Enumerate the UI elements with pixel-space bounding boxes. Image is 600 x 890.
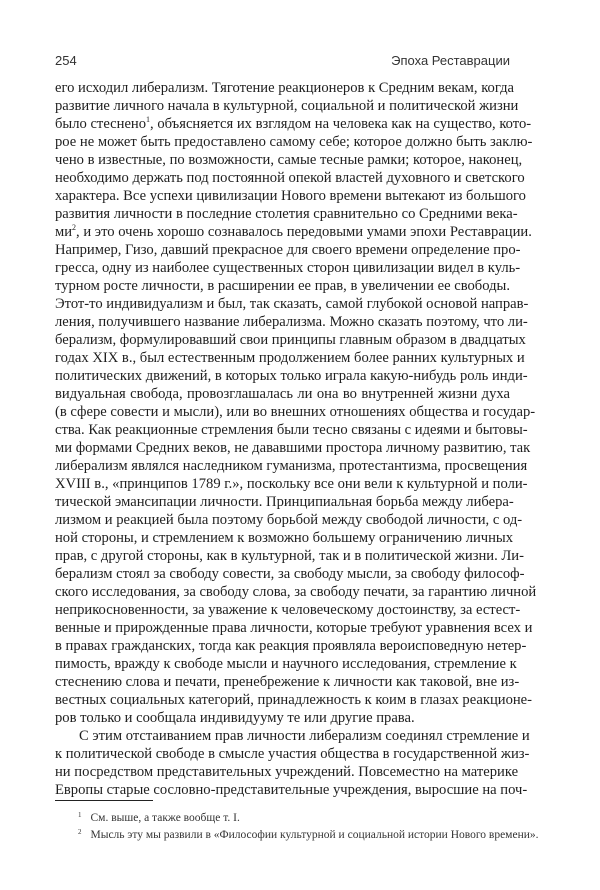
text-line bbox=[55, 79, 515, 97]
line-text: годах XIX в., был естественным продолжением более ранних культурных и bbox=[55, 350, 525, 366]
footnote-reference[interactable]: 1 bbox=[146, 115, 151, 124]
text-line bbox=[55, 673, 520, 691]
line-text: , объясняется их взглядом на человека как на существо, кото- bbox=[150, 116, 532, 132]
text-line bbox=[55, 709, 510, 727]
text-line bbox=[55, 133, 533, 151]
line-text: ства. Как реакционные стремления были тесно связаны с идеями и бытовы- bbox=[55, 422, 528, 438]
line-text: чено в известные, по возможности, самые тесные рамки; которое, наконец, bbox=[55, 152, 523, 168]
footnote-mark: 2 bbox=[78, 828, 82, 836]
line-text: ми bbox=[55, 224, 73, 240]
line-text: , и это очень хорошо сознавалось передовыми умами эпохи Реставрации. bbox=[76, 224, 532, 240]
text-line bbox=[55, 205, 518, 223]
text-line bbox=[55, 331, 526, 349]
text-line bbox=[55, 187, 526, 205]
line-text: XVIII в., «принципов 1789 г.», поскольку все они вели к культурной и поли- bbox=[55, 476, 528, 492]
text-line bbox=[55, 295, 529, 313]
text-line bbox=[55, 493, 514, 511]
line-text: берализм, формулировавший свои принципы главным образом в двадцатых bbox=[55, 332, 526, 348]
text-line bbox=[55, 745, 530, 763]
line-text: стеснению слова и печати, пренебрежение к личности как таковой, вне из- bbox=[55, 674, 520, 690]
text-line bbox=[55, 385, 510, 403]
text-line bbox=[55, 619, 533, 637]
line-text: С этим отстаиванием прав личности либерализм соединял стремление и bbox=[79, 728, 530, 744]
text-line bbox=[55, 259, 521, 277]
line-text: вестных социальных категорий, принадлежность к коим в глазах реакционе- bbox=[55, 692, 533, 708]
footnote-reference[interactable]: 2 bbox=[72, 223, 77, 232]
line-text: ления, получившего название либерализма. Можно сказать поэтому, что ли- bbox=[55, 314, 528, 330]
text-line bbox=[55, 151, 523, 169]
page-number: 254 bbox=[55, 53, 77, 68]
line-text: ни посредством представительных учреждений. Повсеместно на материке bbox=[55, 764, 519, 780]
text-line bbox=[55, 529, 514, 547]
line-text: неприкосновенности, за уважение к человеческому достоинству, за естест- bbox=[55, 602, 521, 618]
footnote-2 bbox=[78, 825, 539, 842]
line-text: Европы старые сословно-представительные учреждения, выросшие на поч- bbox=[55, 782, 528, 798]
line-text: прав, с другой стороны, как в культурной, так и в политической жизни. Ли- bbox=[55, 548, 524, 564]
line-text: развитие личного начала в культурной, социальной и политической жизни bbox=[55, 98, 519, 114]
line-text: рое не может быть предоставлено самому себе; которое должно быть заклю- bbox=[55, 134, 533, 150]
line-text: ной стороны, и стремлением к возможно большему ограничению личных bbox=[55, 530, 514, 546]
text-line bbox=[55, 655, 517, 673]
line-text: (в сфере совести и мысли), или во внешних отношениях общества и государ- bbox=[55, 404, 536, 420]
text-line bbox=[55, 691, 533, 709]
line-text: необходимо держать под постоянной опекой властей духовного и светского bbox=[55, 170, 525, 186]
text-line bbox=[55, 457, 528, 475]
line-text: тической эмансипации личности. Принципиальная борьба между либера- bbox=[55, 494, 514, 510]
footnote-text: См. выше, а также вообще т. I. bbox=[90, 812, 240, 824]
line-text: ров только и сообщала индивидууму те или другие права. bbox=[55, 710, 415, 726]
line-text: Например, Гизо, давший прекрасное для своего времени определение про- bbox=[55, 242, 521, 258]
text-line bbox=[55, 223, 532, 241]
line-text: берализм стоял за свободу совести, за свободу мысли, за свободу философ- bbox=[55, 566, 525, 582]
text-line bbox=[55, 439, 531, 457]
line-text: лизмом и реакцией была поэтому борьбой между свободой личности, с од- bbox=[55, 512, 523, 528]
line-text: гресса, одну из наиболее существенных сторон цивилизации видел в куль- bbox=[55, 260, 521, 276]
line-text: видуальная свобода, провозглашалась ли она во внутренней жизни духа bbox=[55, 386, 510, 402]
text-line bbox=[55, 583, 537, 601]
text-line bbox=[55, 727, 530, 745]
line-text: ского исследования, за свободу слова, за свободу печати, за гарантию личной bbox=[55, 584, 537, 600]
running-title: Эпоха Реставрации bbox=[391, 53, 510, 68]
line-text: было стеснено bbox=[55, 116, 147, 132]
line-text: его исходил либерализм. Тяготение реакционеров к Средним векам, когда bbox=[55, 80, 515, 96]
line-text: либерализм являлся наследником гуманизма, протестантизма, просвещения bbox=[55, 458, 528, 474]
footnote-divider bbox=[55, 800, 153, 801]
text-line bbox=[55, 511, 523, 529]
text-line bbox=[55, 403, 536, 421]
line-text: к политической свободе в смысле участия общества в государственной жиз- bbox=[55, 746, 530, 762]
line-text: пимость, вражду к свободе мысли и научного исследования, стремление к bbox=[55, 656, 517, 672]
text-line bbox=[55, 781, 528, 799]
line-text: ми формами Средних веков, не дававшими простора личному развитию, так bbox=[55, 440, 531, 456]
text-line bbox=[55, 421, 528, 439]
line-text: характера. Все успехи цивилизации Нового времени вытекают из большого bbox=[55, 188, 526, 204]
line-text: турном росте личности, в расширении ее прав, в увеличении ее свободы. bbox=[55, 278, 510, 294]
text-line bbox=[55, 241, 521, 259]
text-line bbox=[55, 313, 528, 331]
footnote-mark: 1 bbox=[78, 811, 82, 819]
line-text: Этот-то индивидуализм и был, так сказать, самой глубокой основой направ- bbox=[55, 296, 529, 312]
text-line bbox=[55, 97, 519, 115]
text-line bbox=[55, 763, 519, 781]
line-text: политических движений, в которых только играла какую-нибудь роль инди- bbox=[55, 368, 528, 384]
text-line bbox=[55, 565, 525, 583]
text-line bbox=[55, 547, 524, 565]
body-text bbox=[55, 79, 537, 799]
text-line bbox=[55, 349, 525, 367]
footnote-1 bbox=[78, 808, 240, 825]
line-text: в правах гражданских, тогда как реакция проявляла вероисповедную нетер- bbox=[55, 638, 527, 654]
text-line bbox=[55, 637, 527, 655]
text-line bbox=[55, 115, 532, 133]
text-line bbox=[55, 601, 521, 619]
text-line bbox=[55, 475, 528, 493]
footnote-text: Мысль эту мы развили в «Философии культурной и социальной истории Нового времени». bbox=[90, 829, 539, 841]
line-text: венные и прирожденные права личности, которые требуют уравнения всех и bbox=[55, 620, 533, 636]
line-text: развития личности в последние столетия сравнительно со Средними века- bbox=[55, 206, 518, 222]
text-line bbox=[55, 277, 510, 295]
text-line bbox=[55, 169, 525, 187]
text-line bbox=[55, 367, 528, 385]
